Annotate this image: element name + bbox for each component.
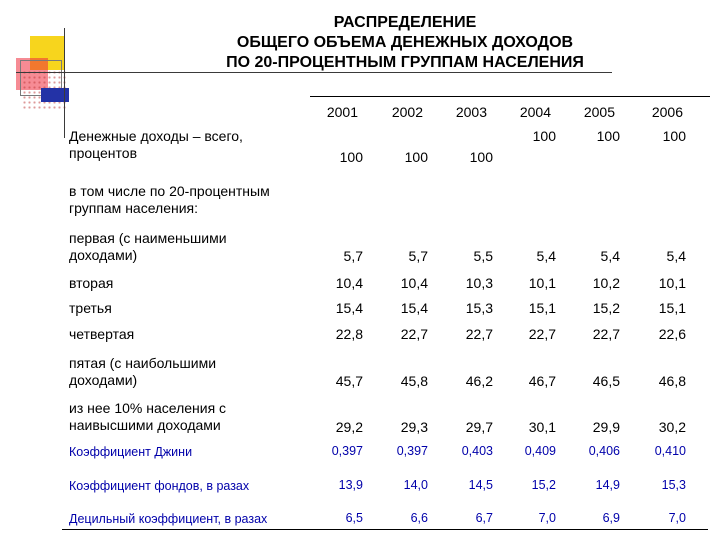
table-cell: 0,397 [331, 444, 363, 458]
table-cell: 15,1 [528, 300, 556, 316]
table-cell: 6,5 [345, 511, 363, 525]
table-cell: 15,4 [400, 300, 428, 316]
table-cell: 0,409 [524, 444, 556, 458]
table-cell: 29,7 [465, 419, 493, 435]
year-header: 2003 [455, 104, 487, 120]
table-cell: 46,2 [465, 373, 493, 389]
table-cell: 6,6 [410, 511, 428, 525]
table-cell: 10,4 [335, 275, 363, 291]
table-cell: 22,7 [592, 326, 620, 342]
title-line-1: РАСПРЕДЕЛЕНИЕ [333, 14, 477, 31]
table-cell: 7,0 [538, 511, 556, 525]
table-cell: 100 [532, 128, 556, 144]
table-cell: 46,5 [592, 373, 620, 389]
row-label-total: Денежные доходы – всего, процентов [69, 128, 243, 161]
table-cell: 5,4 [666, 248, 686, 264]
table-cell: 14,9 [595, 478, 620, 492]
title-line-3: ПО 20-ПРОЦЕНТНЫМ ГРУППАМ НАСЕЛЕНИЯ [226, 54, 584, 71]
year-header: 2004 [519, 104, 551, 120]
table-cell: 10,4 [400, 275, 428, 291]
table-cell: 45,7 [335, 373, 363, 389]
table-cell: 15,3 [661, 478, 686, 492]
table-cell: 5,7 [343, 248, 363, 264]
table-cell: 29,9 [592, 419, 620, 435]
table-cell: 45,8 [400, 373, 428, 389]
table-bottom-rule [62, 529, 708, 530]
table-cell: 7,0 [668, 511, 686, 525]
table-cell: 0,397 [396, 444, 428, 458]
table-cell: 13,9 [338, 478, 363, 492]
year-header: 2006 [651, 104, 683, 120]
table-cell: 14,0 [403, 478, 428, 492]
row-label-groups: в том числе по 20-процентным группам населения: [69, 183, 270, 216]
table-cell: 15,2 [531, 478, 556, 492]
table-cell: 10,3 [465, 275, 493, 291]
table-cell: 30,1 [528, 419, 556, 435]
row-label-top10: из нее 10% населения с наивысшими доходами [69, 400, 227, 433]
row-label-fourth: четвертая [69, 326, 135, 342]
table-cell: 100 [469, 149, 493, 165]
table-cell: 14,5 [468, 478, 493, 492]
row-label-fifth: пятая (с наибольшими доходами) [69, 355, 217, 388]
table-cell: 0,406 [588, 444, 620, 458]
table-cell: 22,7 [465, 326, 493, 342]
table-cell: 0,410 [654, 444, 686, 458]
row-label-gini: Коэффициент Джини [69, 445, 193, 459]
table-cell: 5,4 [600, 248, 620, 264]
table-cell: 100 [662, 128, 686, 144]
table-cell: 5,5 [473, 248, 493, 264]
row-label-third: третья [69, 300, 112, 316]
table-cell: 15,4 [335, 300, 363, 316]
year-header: 2005 [583, 104, 615, 120]
row-label-decile-ratio: Децильный коэффициент, в разах [69, 512, 268, 526]
table-cell: 22,7 [400, 326, 428, 342]
table-cell: 100 [339, 149, 363, 165]
table-cell: 29,2 [335, 419, 363, 435]
table-top-rule [310, 96, 710, 97]
table-cell: 15,2 [592, 300, 620, 316]
table-cell: 22,7 [528, 326, 556, 342]
table-cell: 30,2 [658, 419, 686, 435]
row-label-funds-ratio: Коэффициент фондов, в разах [69, 479, 250, 493]
table-cell: 0,403 [461, 444, 493, 458]
table-cell: 5,7 [408, 248, 428, 264]
year-header: 2001 [326, 104, 358, 120]
table-cell: 6,7 [475, 511, 493, 525]
table-cell: 6,9 [602, 511, 620, 525]
table-cell: 22,8 [335, 326, 363, 342]
decor-vertical-line [64, 28, 65, 138]
table-cell: 100 [596, 128, 620, 144]
table-cell: 10,2 [592, 275, 620, 291]
table-cell: 22,6 [658, 326, 686, 342]
table-cell: 15,1 [658, 300, 686, 316]
page-title [170, 13, 640, 73]
table-cell: 10,1 [528, 275, 556, 291]
year-header: 2002 [391, 104, 423, 120]
table-cell: 100 [404, 149, 428, 165]
table-cell: 46,8 [658, 373, 686, 389]
table-cell: 5,4 [536, 248, 556, 264]
table-cell: 15,3 [465, 300, 493, 316]
row-label-first: первая (с наименьшими доходами) [69, 230, 227, 263]
title-line-2: ОБЩЕГО ОБЪЕМА ДЕНЕЖНЫХ ДОХОДОВ [236, 34, 574, 51]
table-cell: 46,7 [528, 373, 556, 389]
table-cell: 29,3 [400, 419, 428, 435]
table-cell: 10,1 [658, 275, 686, 291]
row-label-second: вторая [69, 275, 114, 291]
